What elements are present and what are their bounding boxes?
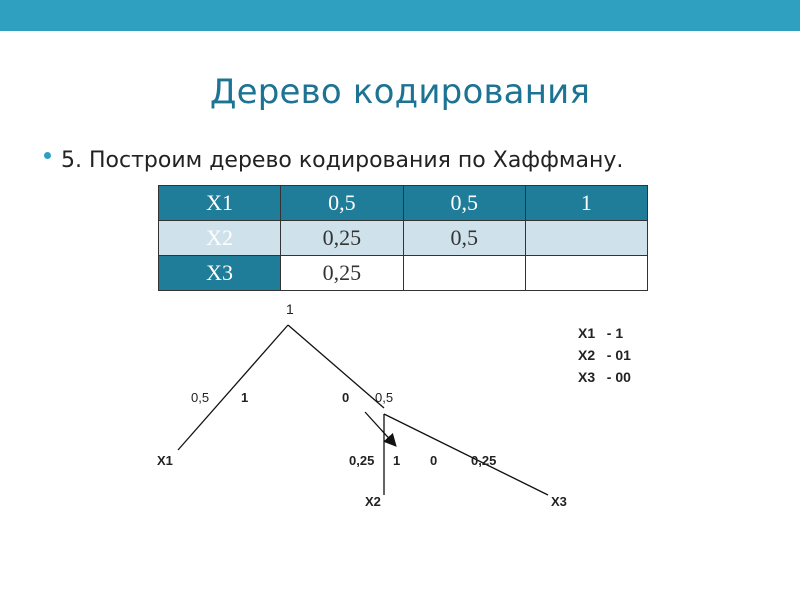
bullet-text: 5. Построим дерево кодирования по Хаффману. (61, 148, 624, 173)
sub-left-weight-label: 0,25 (349, 453, 375, 468)
list-item: X2 - 01 (578, 347, 631, 363)
list-item: X3 - 00 (578, 369, 631, 385)
list-item: X1 - 1 (578, 325, 624, 341)
table-cell: X2 (159, 221, 281, 256)
table-cell: 0,25 (281, 256, 403, 291)
edge-node-right (384, 414, 548, 495)
table-cell: 0,5 (403, 221, 525, 256)
sub-left-bit-label: 1 (393, 453, 401, 468)
table-cell: 0,5 (403, 186, 525, 221)
leaf-x1-label: X1 (157, 453, 173, 468)
table-cell: 0,25 (281, 221, 403, 256)
table-cell: 1 (525, 186, 647, 221)
edge-root-left (178, 325, 288, 450)
left-bit-label: 1 (241, 390, 249, 405)
sub-right-bit-label: 0 (430, 453, 438, 468)
table-cell: X3 (159, 256, 281, 291)
table-cell: X1 (159, 186, 281, 221)
table-cell: 0,5 (281, 186, 403, 221)
right-bit-label: 0 (342, 390, 350, 405)
left-weight-label: 0,5 (191, 390, 210, 405)
slide-title: Дерево кодирования (209, 72, 591, 112)
edge-root-right (288, 325, 384, 408)
code-list (578, 322, 631, 388)
leaf-x3-label: X3 (551, 494, 567, 509)
leaf-x2-label: X2 (365, 494, 381, 509)
root-label: 1 (286, 301, 294, 317)
right-weight-label: 0,5 (375, 390, 394, 405)
sub-right-weight-label: 0,25 (471, 453, 497, 468)
